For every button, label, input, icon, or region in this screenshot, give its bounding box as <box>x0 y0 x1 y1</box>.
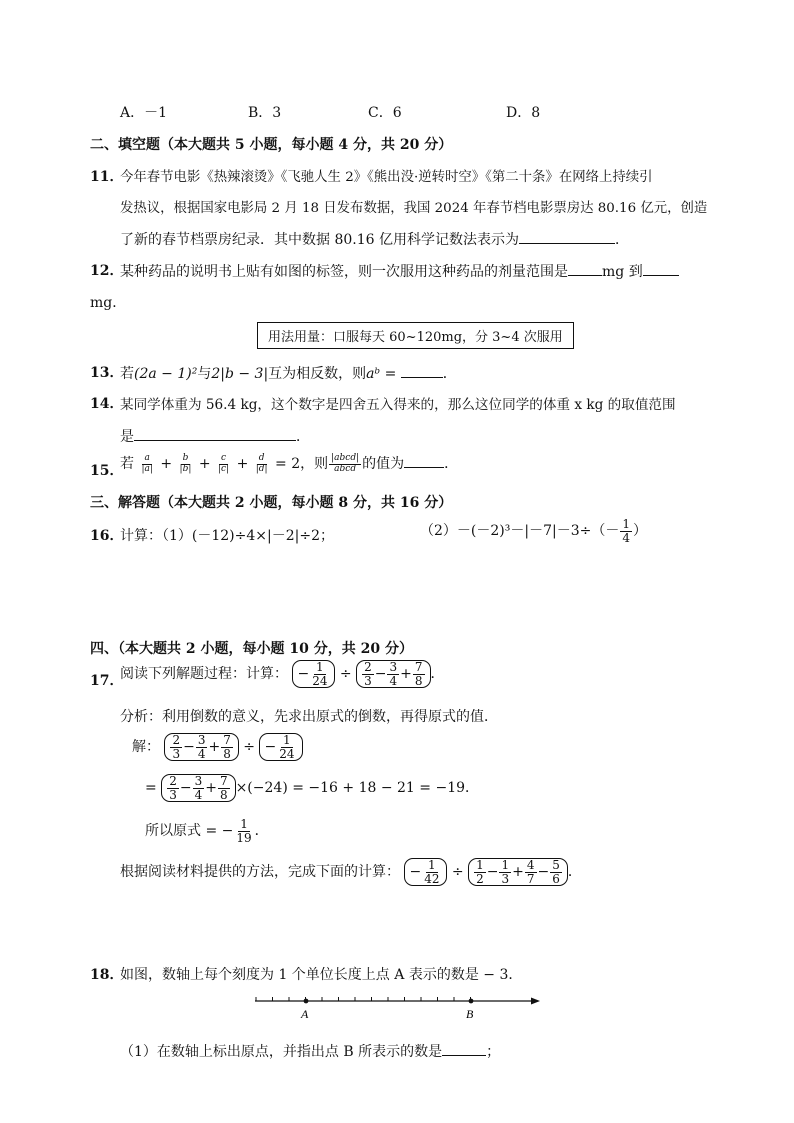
q13-post: 互为相反数，则 <box>268 366 367 382</box>
q13-expr1: (2a − 1)² <box>134 366 198 382</box>
q12-answer-blank-max[interactable] <box>643 260 679 276</box>
section2-heading: 二、填空题（本大题共 5 小题，每小题 4 分，共 20 分） <box>90 137 453 153</box>
q10-option-c: C．6 <box>368 105 402 121</box>
q15-end: ． <box>444 456 459 472</box>
q14-answer-blank[interactable] <box>134 425 296 441</box>
q13-mid: 与 <box>197 366 212 382</box>
q15-number: 15． <box>90 463 124 479</box>
q15-frac-result: $\frac{\text{|abcd|}}{\text{abcd}}$ <box>331 453 360 474</box>
q18-answer-blank[interactable] <box>442 1040 486 1056</box>
q15-frac-b: $\frac{b}{|b|}$ <box>179 453 192 474</box>
q10-option-b: B．3 <box>248 105 282 121</box>
q18-part1: （1）在数轴上标出原点，并指出点 B 所表示的数是 ； <box>120 1040 500 1061</box>
q16-part1: 计算：（1）(－12)÷4×|－2|÷2； <box>120 528 334 544</box>
q16-part2-post: ） <box>632 523 647 540</box>
q11-line1: 今年春节电影《热辣滚烫》《飞驰人生 2》《熊出没·逆转时空》《第二十条》在网络上持续引 <box>120 170 653 185</box>
q13-expr2: 2|b − 3| <box>211 366 269 382</box>
q12-line1 <box>120 260 679 281</box>
arrow-right-icon <box>531 998 540 1005</box>
q17-task-paren-b: $\frac{1}{2}$ − $\frac{1}{3}$ + $\frac{4}{7}$ − $\frac{5}{6}$ <box>468 858 568 886</box>
q12-mid-text: mg 到 <box>602 264 643 280</box>
q15-frac-c: $\frac{c}{|c|}$ <box>218 453 230 474</box>
q15-answer-blank[interactable] <box>404 452 444 468</box>
q17-solution-line1: 解： $\frac{2}{3}$ − $\frac{3}{4}$ + $\frac{7}{8}$ ÷ − $\frac{1}{24}$ <box>132 733 303 761</box>
q15-frac-a: $\frac{a}{|a|}$ <box>141 453 153 474</box>
q17-paren-b: $\frac{2}{3}$ − $\frac{3}{4}$ + $\frac{7}{8}$ <box>356 660 430 688</box>
q17-task-paren-a: − $\frac{1}{42}$ <box>404 858 447 886</box>
point-b-dot <box>469 999 474 1004</box>
q13-pre: 若 <box>120 366 134 382</box>
q17-task: 根据阅读材料提供的方法，完成下面的计算： − $\frac{1}{42}$ ÷ $\frac{1}{2}$ − $\frac{1}{3}$ + $\frac{4}{7}$ − $\frac{5}{6}$ ． <box>120 858 582 886</box>
q12-medicine-label: 用法用量：口服每天 60~120mg，分 3~4 次服用 <box>257 322 574 349</box>
q15-frac-d: $\frac{d}{|d|}$ <box>255 453 268 474</box>
section3-heading: 三、解答题（本大题共 2 小题，每小题 8 分，共 16 分） <box>90 495 453 511</box>
number-line-diagram <box>250 988 550 1022</box>
q13-answer-blank[interactable] <box>401 362 443 378</box>
q11-line3: 了新的春节档票房纪录．其中数据 80.16 亿用科学记数法表示为 ． <box>120 228 629 249</box>
q14-line2: 是 ． <box>120 425 310 446</box>
q16-part2-frac: $\frac{1}{4}$ <box>622 517 630 545</box>
q10-option-d: D．8 <box>506 105 541 121</box>
q17-number: 17． <box>90 673 124 689</box>
q15-post: 的值为 <box>362 456 405 472</box>
q11-number: 11． <box>90 169 124 185</box>
q16-number: 16． <box>90 528 124 544</box>
q17-calc-result: ×(−24) = −16 + 18 − 21 = −19． <box>235 780 480 797</box>
q13-number: 13． <box>90 365 124 381</box>
q17-solution-line2: = $\frac{2}{3}$ − $\frac{3}{4}$ + $\frac{7}{8}$ ×(−24) = −16 + 18 − 21 = −19． <box>145 774 480 802</box>
q18-text: 如图，数轴上每个刻度为 1 个单位长度上点 A 表示的数是 − 3． <box>120 967 523 983</box>
q17-conclusion: 所以原式 = − $\frac{1}{19}$ ． <box>145 817 269 845</box>
q13-end: ． <box>442 366 457 382</box>
q12-number: 12． <box>90 263 124 279</box>
q15-eq: = 2，则 <box>275 456 329 472</box>
point-a-dot <box>304 999 309 1004</box>
q17-intro: 阅读下列解题过程：计算： <box>120 666 288 683</box>
point-a-label: A <box>301 1007 309 1021</box>
q18-number: 18． <box>90 967 124 983</box>
q13-line <box>120 362 457 383</box>
q15-line <box>120 452 458 474</box>
q15-pre: 若 <box>120 456 134 472</box>
q16-part2 <box>420 518 647 544</box>
q17-paren-a: − $\frac{1}{24}$ <box>292 660 335 688</box>
q15-plus-2: + <box>198 456 211 472</box>
q17-intro-line: 阅读下列解题过程：计算： − $\frac{1}{24}$ ÷ $\frac{2}{3}$ − $\frac{3}{4}$ + $\frac{7}{8}$ ． <box>120 660 445 688</box>
q14-number: 14． <box>90 396 124 412</box>
q13-expr3: aᵇ = <box>366 366 401 382</box>
q17-analysis: 分析：利用倒数的意义，先求出原式的倒数，再得原式的值． <box>120 709 498 725</box>
q11-line2: 发热议，根据国家电影局 2 月 18 日发布数据，我国 2024 年春节档电影票房达 80.16 亿元，创造 <box>120 201 708 216</box>
q16-part2-pre: （2）－(－2)³－|－7|－3÷（－ <box>420 523 620 540</box>
q11-answer-blank[interactable] <box>519 228 615 244</box>
q12-line2: mg． <box>90 295 127 311</box>
section4-heading: 四、（本大题共 2 小题，每小题 10 分，共 20 分） <box>90 641 413 657</box>
q14-line2-text: 是 <box>120 429 134 445</box>
q17-sol-label: 解： <box>132 739 160 756</box>
q15-plus-3: + <box>236 456 249 472</box>
q15-plus-1: + <box>160 456 173 472</box>
q12-line1-text: 某种药品的说明书上贴有如图的标签，则一次服用这种药品的剂量范围是 <box>120 264 568 280</box>
point-b-label: B <box>466 1007 474 1021</box>
q14-line1: 某同学体重为 56.4 kg，这个数字是四舍五入得来的，那么这位同学的体重 x kg 的取值范围 <box>120 397 676 413</box>
q10-option-a: A．－1 <box>120 105 168 121</box>
q12-answer-blank-min[interactable] <box>568 260 602 276</box>
q11-line3-text: 了新的春节档票房纪录．其中数据 80.16 亿用科学记数法表示为 <box>120 232 519 248</box>
